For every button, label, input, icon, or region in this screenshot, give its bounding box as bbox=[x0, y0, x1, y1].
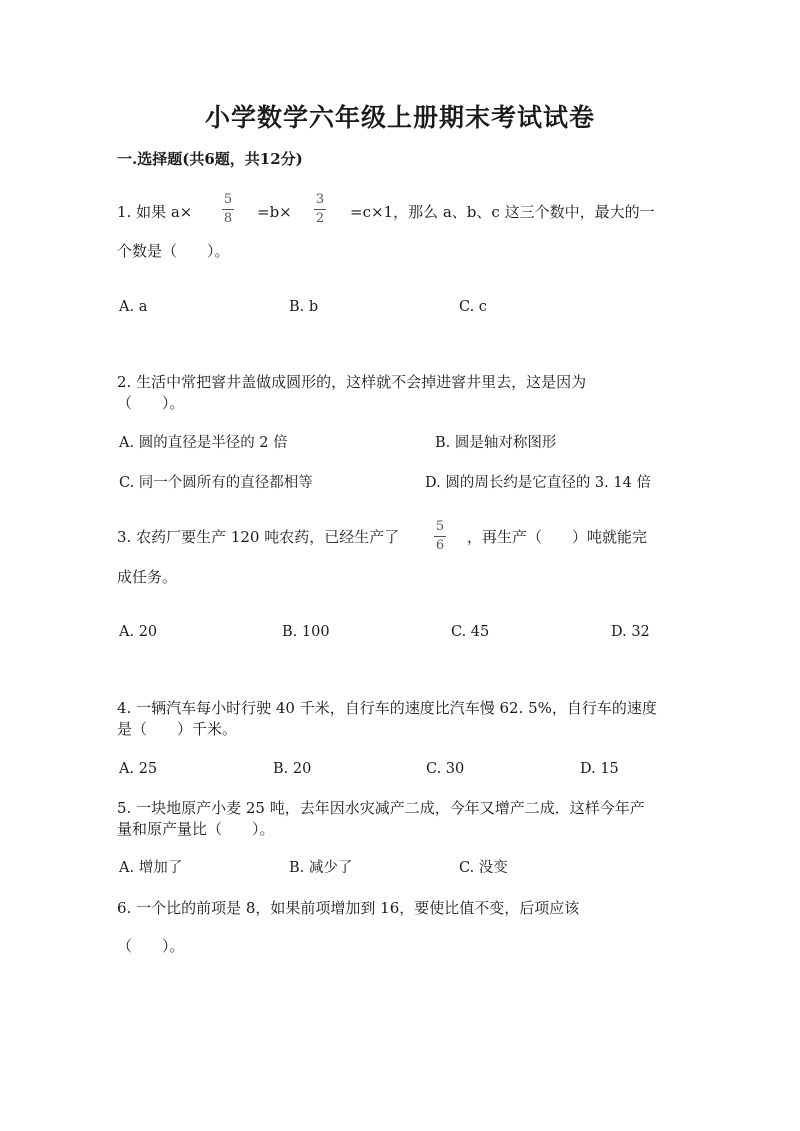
question-1-fraction-2 bbox=[314, 193, 326, 226]
question-3-fraction bbox=[434, 520, 446, 553]
question-3-option-a[interactable]: A. 20 bbox=[119, 624, 158, 640]
page-title: 小学数学六年级上册期末考试试卷 bbox=[204, 103, 595, 132]
question-5-option-c[interactable]: C. 没变 bbox=[459, 860, 508, 876]
fraction-bar bbox=[222, 209, 234, 210]
question-4-text-line2: 是（ ）千米。 bbox=[117, 720, 238, 738]
question-5-text-line1: 5. 一块地原产小麦 25 吨，去年因水灾减产二成，今年又增产二成．这样今年产 bbox=[117, 799, 645, 817]
fraction-numerator: 5 bbox=[223, 192, 233, 207]
question-2-option-b[interactable]: B. 圆是轴对称图形 bbox=[435, 435, 557, 451]
fraction-denominator: 2 bbox=[315, 211, 325, 226]
fraction-numerator: 5 bbox=[435, 519, 445, 534]
question-2-option-d[interactable]: D. 圆的周长约是它直径的 3. 14 倍 bbox=[425, 475, 651, 491]
question-3-text-part2: ，再生产（ ）吨就能完 bbox=[467, 528, 648, 546]
question-5-option-b[interactable]: B. 减少了 bbox=[289, 860, 353, 876]
question-2-option-c[interactable]: C. 同一个圆所有的直径都相等 bbox=[119, 475, 313, 491]
question-2-option-a[interactable]: A. 圆的直径是半径的 2 倍 bbox=[119, 435, 288, 451]
question-1-text-line2: 个数是（ ）。 bbox=[117, 242, 230, 260]
question-5-text-line2: 量和原产量比（ ）。 bbox=[117, 820, 275, 838]
question-2-text-line1: 2. 生活中常把窨井盖做成圆形的，这样就不会掉进窨井里去，这是因为 bbox=[117, 373, 587, 391]
question-1-option-b[interactable]: B. b bbox=[289, 299, 319, 315]
question-3-text-line2: 成任务。 bbox=[117, 568, 178, 586]
question-6-text-line2: （ ）。 bbox=[117, 937, 185, 955]
question-3-option-d[interactable]: D. 32 bbox=[611, 624, 650, 640]
question-4-option-a[interactable]: A. 25 bbox=[119, 761, 158, 777]
question-3-option-c[interactable]: C. 45 bbox=[451, 624, 490, 640]
question-1-text-part1: 1. 如果 a× bbox=[117, 203, 193, 221]
question-2-text-line2: （ ）。 bbox=[117, 394, 185, 412]
fraction-bar bbox=[314, 209, 326, 210]
question-6-text-line1: 6. 一个比的前项是 8，如果前项增加到 16，要使比值不变，后项应该 bbox=[117, 899, 580, 917]
question-1-text-part2: =b× bbox=[257, 203, 292, 221]
question-1-text-part3: =c×1，那么 a、b、c 这三个数中，最大的一 bbox=[350, 203, 655, 221]
fraction-denominator: 6 bbox=[435, 538, 445, 553]
question-5-option-a[interactable]: A. 增加了 bbox=[119, 860, 183, 876]
question-4-option-d[interactable]: D. 15 bbox=[580, 761, 619, 777]
question-1-option-c[interactable]: C. c bbox=[459, 299, 487, 315]
question-4-option-c[interactable]: C. 30 bbox=[426, 761, 465, 777]
fraction-numerator: 3 bbox=[315, 192, 325, 207]
question-3-text-part1: 3. 农药厂要生产 120 吨农药，已经生产了 bbox=[117, 528, 400, 546]
section-heading: 一.选择题(共6题，共12分) bbox=[117, 150, 303, 168]
fraction-bar bbox=[434, 536, 446, 537]
question-1-option-a[interactable]: A. a bbox=[119, 299, 148, 315]
fraction-denominator: 8 bbox=[223, 211, 233, 226]
question-4-option-b[interactable]: B. 20 bbox=[273, 761, 312, 777]
question-3-option-b[interactable]: B. 100 bbox=[282, 624, 330, 640]
question-4-text-line1: 4. 一辆汽车每小时行驶 40 千米，自行车的速度比汽车慢 62. 5%，自行车的速度 bbox=[117, 699, 657, 717]
question-1-fraction-1 bbox=[222, 193, 234, 226]
